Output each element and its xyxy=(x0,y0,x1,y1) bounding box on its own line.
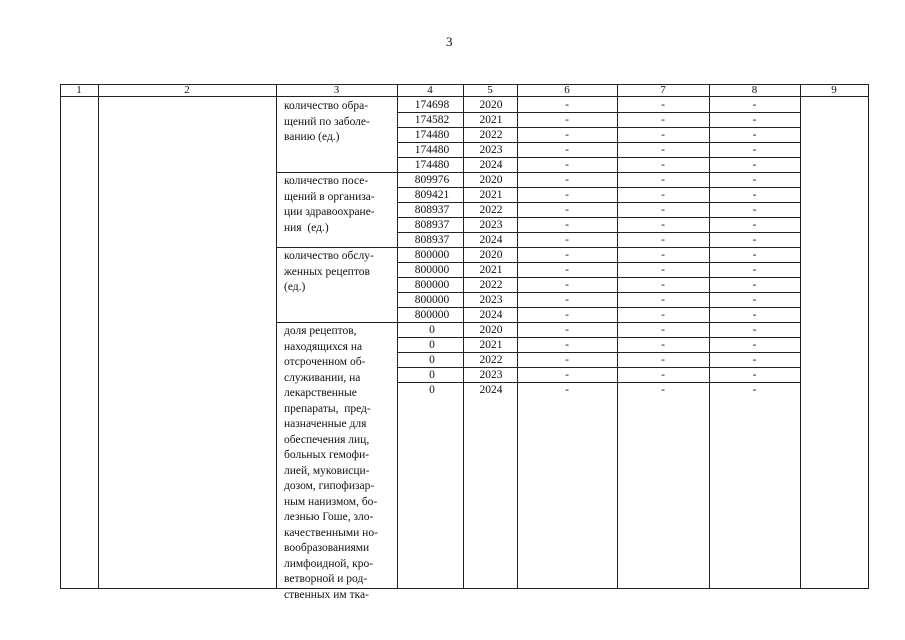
col7-cell: - xyxy=(661,234,665,246)
col8-cell: - xyxy=(752,219,757,231)
year-cell: 2021 xyxy=(479,189,503,201)
row-divider xyxy=(397,112,800,113)
col6-cell: - xyxy=(565,114,569,126)
row-divider xyxy=(397,367,800,368)
year-cell: 2024 xyxy=(479,384,503,396)
col8-cell: - xyxy=(752,129,757,141)
col7-cell: - xyxy=(661,264,665,276)
column-line-9 xyxy=(868,84,869,589)
group-divider xyxy=(276,247,800,248)
col7-cell: - xyxy=(661,369,665,381)
col8-cell: - xyxy=(752,189,757,201)
row-divider xyxy=(397,157,800,158)
year-cell: 2020 xyxy=(479,174,503,186)
row-divider xyxy=(397,337,800,338)
col8-cell: - xyxy=(752,114,757,126)
col8-cell: - xyxy=(752,324,757,336)
row-divider xyxy=(397,307,800,308)
col6-cell: - xyxy=(565,369,569,381)
header-cell-1: 1 xyxy=(76,84,82,96)
row-divider xyxy=(397,277,800,278)
col7-cell: - xyxy=(661,129,665,141)
group-divider xyxy=(276,172,800,173)
col7-cell: - xyxy=(661,279,665,291)
value-cell: 0 xyxy=(429,324,435,336)
col8-cell: - xyxy=(752,369,757,381)
col6-cell: - xyxy=(565,294,569,306)
indicator-description: количество обслу- женных рецептов (ед.) xyxy=(284,250,374,293)
col7-cell: - xyxy=(661,354,665,366)
col7-cell: - xyxy=(661,99,665,111)
col8-cell: - xyxy=(752,279,757,291)
row-divider xyxy=(397,352,800,353)
col8-cell: - xyxy=(752,174,757,186)
value-cell: 174480 xyxy=(414,144,450,156)
value-cell: 174698 xyxy=(414,99,450,111)
col8-cell: - xyxy=(752,384,757,396)
col6-cell: - xyxy=(565,234,569,246)
value-cell: 174582 xyxy=(414,114,450,126)
col7-cell: - xyxy=(661,219,665,231)
header-cell-9: 9 xyxy=(831,84,837,96)
value-cell: 800000 xyxy=(414,309,450,321)
col7-cell: - xyxy=(661,339,665,351)
year-cell: 2024 xyxy=(479,234,503,246)
column-line-8 xyxy=(800,84,801,589)
header-cell-5: 5 xyxy=(487,84,493,96)
row-divider xyxy=(397,202,800,203)
col7-cell: - xyxy=(661,309,665,321)
col7-cell: - xyxy=(661,249,665,261)
year-cell: 2020 xyxy=(479,249,503,261)
header-cell-2: 2 xyxy=(184,84,190,96)
value-cell: 0 xyxy=(429,384,435,396)
group-divider xyxy=(276,322,800,323)
year-cell: 2022 xyxy=(479,279,503,291)
row-divider xyxy=(397,382,800,383)
value-cell: 809976 xyxy=(414,174,450,186)
year-cell: 2020 xyxy=(479,324,503,336)
col7-cell: - xyxy=(661,144,665,156)
col6-cell: - xyxy=(565,99,569,111)
year-cell: 2023 xyxy=(479,294,503,306)
row-divider xyxy=(397,262,800,263)
col7-cell: - xyxy=(661,204,665,216)
year-cell: 2021 xyxy=(479,339,503,351)
col6-cell: - xyxy=(565,174,569,186)
row-divider xyxy=(397,187,800,188)
col6-cell: - xyxy=(565,144,569,156)
year-cell: 2023 xyxy=(479,369,503,381)
header-cell-4: 4 xyxy=(427,84,433,96)
col7-cell: - xyxy=(661,324,665,336)
col6-cell: - xyxy=(565,204,569,216)
col8-cell: - xyxy=(752,144,757,156)
year-cell: 2023 xyxy=(479,144,503,156)
year-cell: 2020 xyxy=(479,99,503,111)
year-cell: 2024 xyxy=(479,159,503,171)
value-cell: 800000 xyxy=(414,264,450,276)
value-cell: 174480 xyxy=(414,159,450,171)
col6-cell: - xyxy=(565,249,569,261)
value-cell: 800000 xyxy=(414,279,450,291)
col6-cell: - xyxy=(565,339,569,351)
value-cell: 809421 xyxy=(414,189,450,201)
col6-cell: - xyxy=(565,309,569,321)
col8-cell: - xyxy=(752,309,757,321)
value-cell: 0 xyxy=(429,354,435,366)
row-divider xyxy=(397,127,800,128)
header-cell-6: 6 xyxy=(564,84,570,96)
year-cell: 2021 xyxy=(479,264,503,276)
col7-cell: - xyxy=(661,174,665,186)
indicator-description: доля рецептов, находящихся на отсроченном об- служивании, на лекарственные препараты, пред- назначенные для обеспечения лиц, больных гемофи- лией, муковисци- дозом, гипофизар- ным нанизмом, бо- лезнью Гоше, зло- качественными но- вообразованиями лимфоидной, кро- ветворной и род- ственных им тка- xyxy=(284,325,378,601)
row-divider xyxy=(397,232,800,233)
col6-cell: - xyxy=(565,324,569,336)
value-cell: 800000 xyxy=(414,249,450,261)
year-cell: 2022 xyxy=(479,354,503,366)
col6-cell: - xyxy=(565,159,569,171)
row-divider xyxy=(397,142,800,143)
header-cell-3: 3 xyxy=(333,84,340,96)
page-number: 3 xyxy=(446,34,453,49)
col7-cell: - xyxy=(661,114,665,126)
value-cell: 808937 xyxy=(414,204,450,216)
col7-cell: - xyxy=(661,294,665,306)
col8-cell: - xyxy=(752,234,757,246)
column-line-0 xyxy=(60,84,61,589)
col8-cell: - xyxy=(752,99,757,111)
col7-cell: - xyxy=(661,189,665,201)
indicator-description: количество обра- щений по заболе- ванию (ед.) xyxy=(284,100,370,143)
indicator-description: количество посе- щений в организа- ции здравоохране- ния (ед.) xyxy=(284,175,375,234)
col8-cell: - xyxy=(752,294,757,306)
value-cell: 808937 xyxy=(414,234,450,246)
value-cell: 808937 xyxy=(414,219,450,231)
col8-cell: - xyxy=(752,264,757,276)
year-cell: 2022 xyxy=(479,129,503,141)
col6-cell: - xyxy=(565,354,569,366)
col8-cell: - xyxy=(752,204,757,216)
year-cell: 2023 xyxy=(479,219,503,231)
header-cell-8: 8 xyxy=(751,84,758,96)
col6-cell: - xyxy=(565,219,569,231)
col8-cell: - xyxy=(752,354,757,366)
col6-cell: - xyxy=(565,384,569,396)
col6-cell: - xyxy=(565,129,569,141)
value-cell: 174480 xyxy=(414,129,450,141)
value-cell: 0 xyxy=(429,339,435,351)
row-divider xyxy=(397,292,800,293)
col8-cell: - xyxy=(752,249,757,261)
column-line-1 xyxy=(98,84,99,589)
year-cell: 2021 xyxy=(479,114,503,126)
row-divider xyxy=(397,217,800,218)
year-cell: 2024 xyxy=(479,309,503,321)
col7-cell: - xyxy=(661,159,665,171)
col6-cell: - xyxy=(565,189,569,201)
col7-cell: - xyxy=(661,384,665,396)
col8-cell: - xyxy=(752,159,757,171)
value-cell: 800000 xyxy=(414,294,450,306)
col6-cell: - xyxy=(565,264,569,276)
value-cell: 0 xyxy=(429,369,435,381)
header-cell-7: 7 xyxy=(660,84,666,96)
column-line-2 xyxy=(276,84,277,589)
header-bottom-border xyxy=(60,96,868,97)
table-bottom-border xyxy=(60,588,868,589)
col6-cell: - xyxy=(565,279,569,291)
col8-cell: - xyxy=(752,339,757,351)
year-cell: 2022 xyxy=(479,204,503,216)
